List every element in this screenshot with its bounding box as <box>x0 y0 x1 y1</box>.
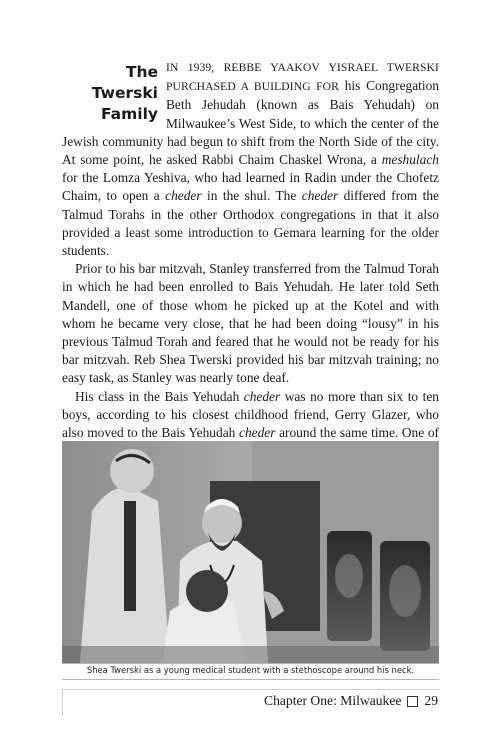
paragraph-1-text-b: for the Lomza Yeshiva, who had learned in Radin under the Chofetz Chaim, to open a <box>62 170 439 204</box>
footer-corner-rule <box>62 689 63 716</box>
paragraph-2: Prior to his bar mitzvah, Stanley transferred from the Talmud Torah in which he had been enrolled to Bais Yehudah. He later told Seth Mandell, one of those whom he picked up at the Kotel and with whom he became very close, that he had been doing “lousy” in his previous Talmud Torah and feared that he would not be ready for his bar mitzvah. Reb Shea Twerski provided his bar mitzvah training; no easy task, as Stanley was nearly tone deaf. <box>62 261 439 386</box>
paragraph-3-text-b: was no more than six to ten boys, according to his closest childhood friend, Gerry Glazer, who also moved to the Bais Yehudah <box>62 388 439 441</box>
paragraph-3-text-c: around the same time. One of <box>279 425 439 441</box>
section-heading <box>62 62 158 125</box>
caption-rule-bottom <box>62 679 439 680</box>
term-cheder: cheder <box>165 188 202 204</box>
paragraph-1-text-c: in the shul. The <box>201 188 302 204</box>
photo-caption: Shea Twerski as a young medical student with a stethoscope around his neck. <box>86 665 415 675</box>
historical-photo <box>62 441 439 663</box>
running-footer <box>264 690 438 712</box>
chapter-title: Chapter One: Milwaukee <box>264 693 402 708</box>
caption-rule-top <box>62 663 439 664</box>
paragraph-3-text-a: His class in the Bais Yehudah <box>75 388 244 404</box>
photo-illustration <box>62 441 439 663</box>
term-cheder: cheder <box>243 388 281 404</box>
section-heading-line-2: Family <box>100 105 158 123</box>
term-meshulach: meshulach <box>381 152 439 168</box>
opening-small-caps: IN 1939, REBBE YAAKOV YISRAEL TWERSKI PURCHASED A BUILDING FOR <box>166 61 439 94</box>
section-heading-line-1: The Twerski <box>91 63 158 102</box>
term-cheder: cheder <box>301 188 339 204</box>
paragraph-1-text-d: differed from the Talmud Torahs in the other Orthodox congregations in that it also provided a least some introduction to Gemara learning for the older students. <box>62 188 439 259</box>
paragraph-1-text-a: his Congregation Beth Jehudah (known as Bais Yehudah) on Milwaukee’s West Side, to which the center of the Jewish community had begun to shift from the North Side of the city. At some point, he asked Rabbi Chaim Chaskel Wrona, a <box>62 78 439 168</box>
term-cheder: cheder <box>239 425 276 441</box>
separator-box-icon <box>407 696 418 707</box>
page-number: 29 <box>424 693 438 708</box>
